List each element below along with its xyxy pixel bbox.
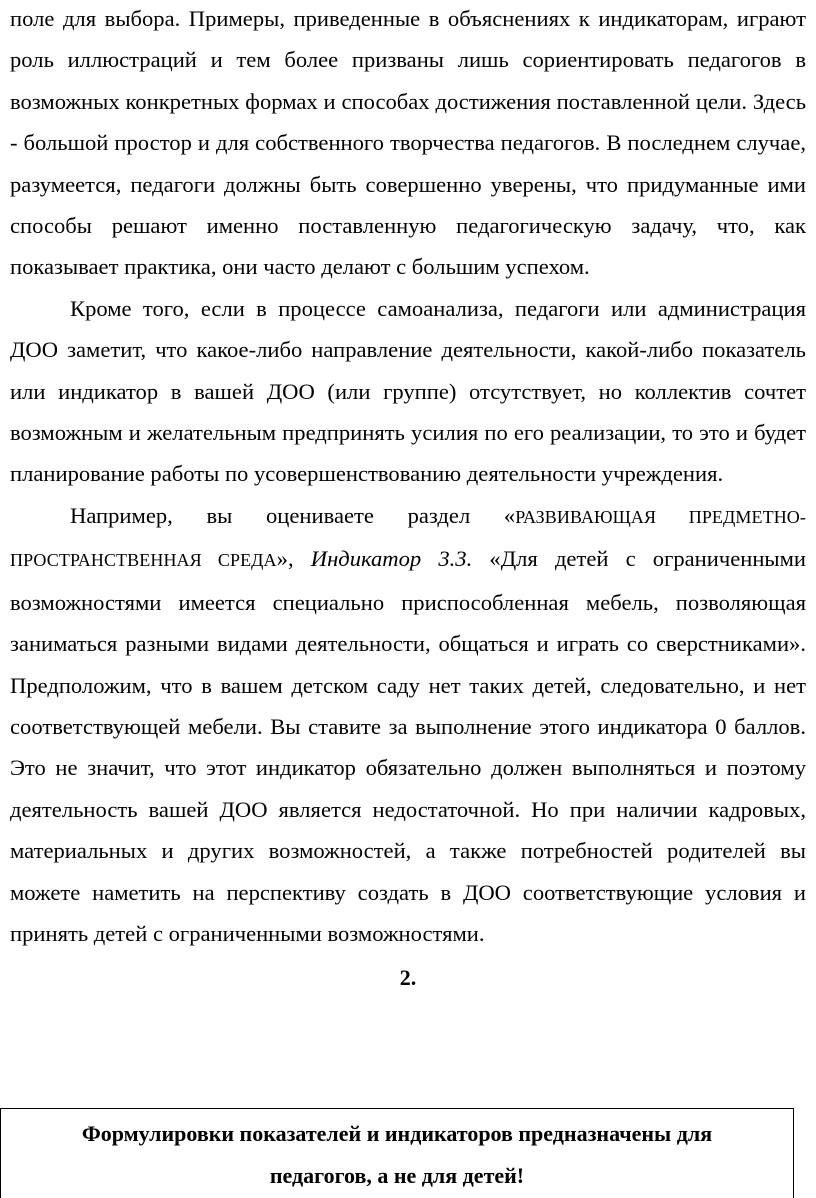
example-rest: «Для детей с ограниченными возможностями имеется специально приспособленная мебель, позволяющая заниматься разными видами деятельности, общаться и играть со сверстниками». Предположим, что в вашем детском саду нет таких детей, следовательно, и нет соответствующей мебели. Вы ставите за выполнение этого индикатора 0 баллов. Это не значит, что этот индикатор обязательно должен выполняться и поэтому деятельность вашей ДОО является недостаточной. Но при наличии кадровых, материальных и других возможностей, а также потребностей родителей вы можете наметить на перспективу создать в ДОО соответствующие условия и принять детей с ограниченными возможностями.	[10, 546, 806, 946]
section-name: РАЗВИВАЮЩАЯ ПРЕДМЕТНО-ПРОСТРАНСТВЕННАЯ СРЕДА	[10, 506, 806, 571]
boxed-heading-line-2: педагогов, а не для детей!	[269, 1163, 525, 1188]
indicator-label: Индикатор 3.3.	[310, 546, 473, 572]
section-number: 2.	[399, 965, 417, 991]
example-lead: Например, вы оцениваете раздел «	[70, 502, 516, 528]
example-after-section: »,	[276, 546, 311, 572]
document-page	[10, 0, 806, 996]
boxed-heading	[0, 1108, 794, 1198]
paragraph-intro: поле для выбора. Примеры, приведенные в объяснениях к индикаторам, играют роль иллюстраций и тем более призваны лишь сориентировать педагогов в возможных конкретных формах и способах достижения поставленной цели. Здесь - большой простор и для собственного творчества педагогов. В последнем случае, разумеется, педагоги должны быть совершенно уверены, что придуманные ими способы решают именно поставленную педагогическую задачу, что, как показывает практика, они часто делают с большим успехом.	[10, 6, 806, 280]
boxed-heading-line-1: Формулировки показателей и индикаторов предназначены для	[81, 1121, 713, 1146]
paragraph-self-analysis: Кроме того, если в процессе самоанализа, педагоги или администрация ДОО заметит, что какое-либо направление деятельности, какой-либо показатель или индикатор в вашей ДОО (или группе) отсутствует, но коллектив сочтет возможным и желательным предпринять усилия по его реализации, то это и будет планирование работы по усовершенствованию деятельности учреждения.	[10, 295, 806, 487]
paragraph-example	[10, 495, 806, 954]
